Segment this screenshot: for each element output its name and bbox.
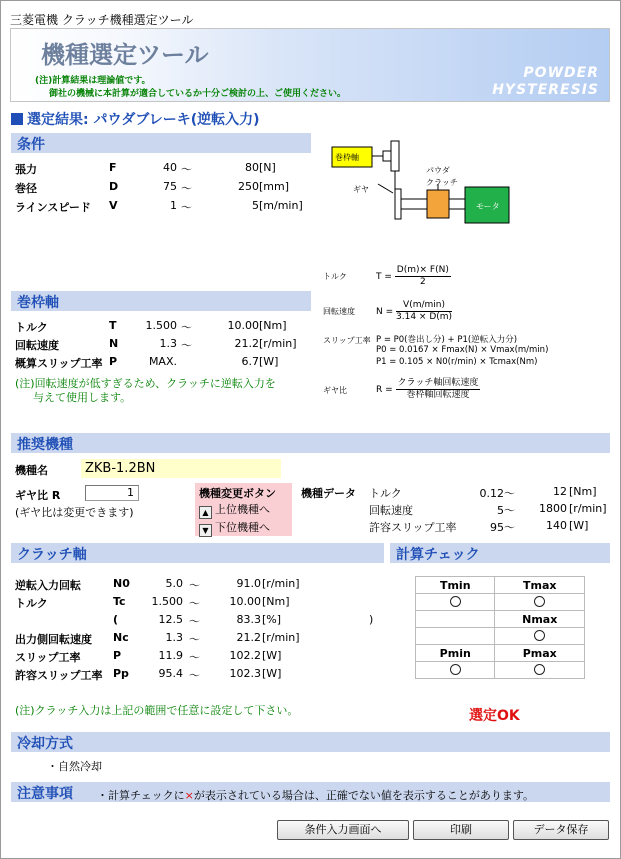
row-label: 許容スリップ工率 (15, 669, 103, 682)
selection-ok: 選定OK (469, 708, 520, 724)
model-data-min: 5〜 (497, 504, 515, 517)
nmax-ok-circle-icon (534, 630, 545, 641)
model-change-title: 機種変更ボタン (199, 487, 276, 500)
formula-gear: R = $\frac{\text{クラッチ軸回転速度}}{\text{巻枠軸回転速度}}$ (376, 378, 479, 400)
header-note-1: (注)計算結果は理論値です。 (35, 76, 151, 86)
model-data-max: 12 (553, 485, 567, 498)
cooling-heading: 冷却方式 (11, 732, 610, 752)
row-label: 張力 (15, 163, 37, 176)
row-tilde: 〜 (181, 201, 192, 214)
formula-speed: N = $\frac{V(m/\min)}{3.14 \times D(m)}$ (376, 300, 453, 322)
pmax-header: Pmax (495, 645, 585, 662)
model-data-min: 95〜 (490, 521, 515, 534)
model-data-unit: [Nm] (569, 485, 597, 498)
tmin-ok-circle-icon (450, 596, 461, 607)
shaft-1 (401, 199, 427, 209)
caution-heading: 注意事項 (17, 786, 73, 802)
row-unit: [mm] (259, 180, 290, 193)
nmax-header: Nmax (495, 611, 585, 628)
row-label: トルク (15, 597, 48, 610)
row-unit: [m/min] (259, 199, 303, 212)
row-tilde: 〜 (189, 579, 200, 592)
row-label: 逆転入力回転 (15, 579, 81, 592)
row-unit: [Nm] (259, 319, 287, 332)
formula-torque-label: トルク (323, 272, 347, 281)
caution-text: ・計算チェックに×が表示されている場合は、正確でない値を表示することがあります。 (97, 789, 535, 802)
model-data-max: 140 (546, 519, 567, 532)
row-max-value: 80 (245, 161, 259, 174)
diagram-clutch: クラッチ (426, 178, 458, 187)
row-min-value: 95.4 (158, 667, 183, 680)
cross-icon: × (184, 789, 194, 802)
result-label: 選定結果: (27, 112, 89, 128)
formula-torque: T = $\frac{D(m)\times F(N)}{2}$ (376, 265, 449, 287)
diagram-motor: モータ (476, 202, 500, 211)
row-symbol: Nc (113, 631, 129, 644)
pmin-ok-circle-icon (450, 664, 461, 675)
clutch-note: (注)クラッチ入力は上記の範囲で任意に設定して下さい。 (15, 704, 299, 717)
row-unit: [Nm] (262, 595, 290, 608)
row-max-value: 83.3 (236, 613, 261, 626)
square-bullet-icon (11, 113, 23, 125)
model-data-max: 1800 (539, 502, 567, 515)
diagram-powder: パウダ (426, 166, 450, 175)
row-max-value: 21.2 (236, 631, 261, 644)
gear-upper-inner (383, 151, 391, 161)
row-symbol: D (109, 180, 119, 193)
row-min-value: 1.500 (151, 595, 183, 608)
row-max-value: 102.3 (229, 667, 261, 680)
formula-slip-2: P0 = 0.0167 × Fmax(N) × Vmax(m/min) (376, 345, 549, 355)
row-tilde: 〜 (189, 597, 200, 610)
gear-ratio-input[interactable]: 1 (85, 485, 139, 501)
conditions-heading: 条件 (11, 133, 311, 153)
gear-ratio-note: (ギヤ比は変更できます) (15, 506, 134, 519)
row-min-value: 1.3 (165, 631, 183, 644)
diagram-gear: ギヤ (353, 185, 369, 194)
row-max-value: 10.00 (227, 319, 259, 332)
row-unit: [%] (262, 613, 282, 626)
row-symbol: F (109, 161, 117, 174)
selection-result (11, 109, 260, 129)
check-heading: 計算チェック (390, 543, 610, 563)
pmin-header: Pmin (416, 645, 495, 662)
model-data-title: 機種データ (301, 487, 356, 500)
row-min-value: 1 (170, 199, 177, 212)
model-label: 機種名 (15, 464, 48, 477)
tmin-header: Tmin (416, 577, 495, 594)
row-unit: [N] (259, 161, 276, 174)
row-tilde: 〜 (189, 651, 200, 664)
row-min-value: MAX. (148, 355, 177, 368)
powder-clutch-box (427, 190, 449, 218)
row-symbol: Pp (113, 667, 129, 680)
model-data-label: 許容スリップ工率 (369, 521, 457, 534)
row-tilde: 〜 (181, 163, 192, 176)
row-tilde: 〜 (181, 182, 192, 195)
save-data-button[interactable]: データ保存 (513, 820, 609, 840)
row-unit: [W] (262, 649, 282, 662)
row-symbol: ( (113, 613, 119, 626)
row-max-value: 10.00 (229, 595, 261, 608)
watermark-hysteresis: HYSTERESIS (492, 82, 599, 98)
upper-model-button[interactable] (199, 501, 270, 519)
lower-model-label: 下位機種へ (215, 521, 270, 534)
row-label: ラインスピード (15, 201, 91, 214)
shaft-2 (449, 199, 465, 209)
row-max-value: 21.2 (234, 337, 259, 350)
clutch-heading: クラッチ軸 (11, 543, 384, 563)
row-symbol: Tc (113, 595, 126, 608)
row-min-value: 12.5 (158, 613, 183, 626)
winding-heading: 巻枠軸 (11, 291, 311, 311)
row-label: 巻径 (15, 182, 37, 195)
model-data-label: 回転速度 (369, 504, 413, 517)
tmax-ok-circle-icon (534, 596, 545, 607)
result-value: パウダブレーキ(逆転入力) (93, 112, 260, 128)
formula-speed-label: 回転速度 (323, 307, 355, 316)
row-min-value: 5.0 (165, 577, 183, 590)
row-min-value: 75 (163, 180, 177, 193)
row-tilde: 〜 (189, 615, 200, 628)
pmax-ok-circle-icon (534, 664, 545, 675)
row-symbol: V (109, 199, 118, 212)
gear-lower (395, 189, 401, 219)
winding-note-2: 与えて使用します。 (33, 391, 132, 404)
cooling-value: ・自然冷却 (47, 760, 102, 773)
model-data-unit: [W] (569, 519, 589, 532)
header-title: 機種選定ツール (41, 41, 209, 69)
row-unit: [r/min] (262, 577, 300, 590)
back-to-input-button[interactable]: 条件入力画面へ (277, 820, 409, 840)
row-tilde: 〜 (181, 321, 192, 334)
row-label: 回転速度 (15, 339, 59, 352)
row-min-value: 11.9 (158, 649, 183, 662)
row-label: 概算スリップ工率 (15, 357, 103, 370)
row-max-value: 250 (238, 180, 259, 193)
model-data-label: トルク (369, 487, 402, 500)
row-max-value: 91.0 (236, 577, 261, 590)
triangle-up-icon: ▲ (199, 506, 212, 519)
gear-upper-outer (391, 141, 399, 171)
lower-model-button[interactable] (199, 519, 270, 537)
row-tilde: 〜 (189, 633, 200, 646)
tmax-header: Tmax (495, 577, 585, 594)
row-close-paren: ) (369, 613, 374, 626)
model-data-unit: [r/min] (569, 502, 607, 515)
row-symbol: P (109, 355, 118, 368)
row-symbol: N0 (113, 577, 130, 590)
row-tilde: 〜 (181, 339, 192, 352)
print-button[interactable]: 印刷 (413, 820, 509, 840)
header-banner (10, 28, 610, 102)
row-min-value: 1.500 (145, 319, 177, 332)
watermark-powder: POWDER (523, 65, 599, 81)
header-note-2: 御社の機械に本計算が適合しているか十分ご検討の上、ご使用ください。 (49, 89, 347, 99)
row-label: トルク (15, 321, 48, 334)
formula-slip-label: スリップ工率 (323, 336, 371, 345)
row-symbol: T (109, 319, 117, 332)
winding-note-1: (注)回転速度が低すぎるため、クラッチに逆転入力を (15, 377, 276, 390)
formula-slip-1: P = P0(巻出し分) + P1(逆転入力分) (376, 335, 518, 345)
diagram-winding-shaft: 巻枠軸 (335, 153, 359, 162)
row-unit: [W] (259, 355, 279, 368)
window-title: 三菱電機 クラッチ機種選定ツール (10, 13, 194, 27)
row-symbol: P (113, 649, 122, 662)
row-label: スリップ工率 (15, 651, 81, 664)
gear-ratio-label: ギヤ比 R (15, 489, 61, 502)
row-max-value: 102.2 (229, 649, 261, 662)
row-symbol: N (109, 337, 119, 350)
row-min-value: 1.3 (159, 337, 177, 350)
row-min-value: 40 (163, 161, 177, 174)
row-unit: [W] (262, 667, 282, 680)
row-unit: [r/min] (259, 337, 297, 350)
recommended-heading: 推奨機種 (11, 433, 610, 453)
check-table (415, 576, 585, 679)
formula-slip-3: P1 = 0.105 × N0(r/min) × Tcmax(Nm) (376, 357, 538, 367)
row-max-value: 5 (252, 199, 259, 212)
row-label: 出力側回転速度 (15, 633, 92, 646)
row-unit: [r/min] (262, 631, 300, 644)
row-tilde: 〜 (189, 669, 200, 682)
model-data-min: 0.12〜 (479, 487, 515, 500)
row-max-value: 6.7 (241, 355, 259, 368)
formula-gear-label: ギヤ比 (323, 386, 347, 395)
upper-model-label: 上位機種へ (215, 503, 270, 516)
triangle-down-icon: ▼ (199, 524, 212, 537)
model-name: ZKB-1.2BN (85, 461, 156, 476)
